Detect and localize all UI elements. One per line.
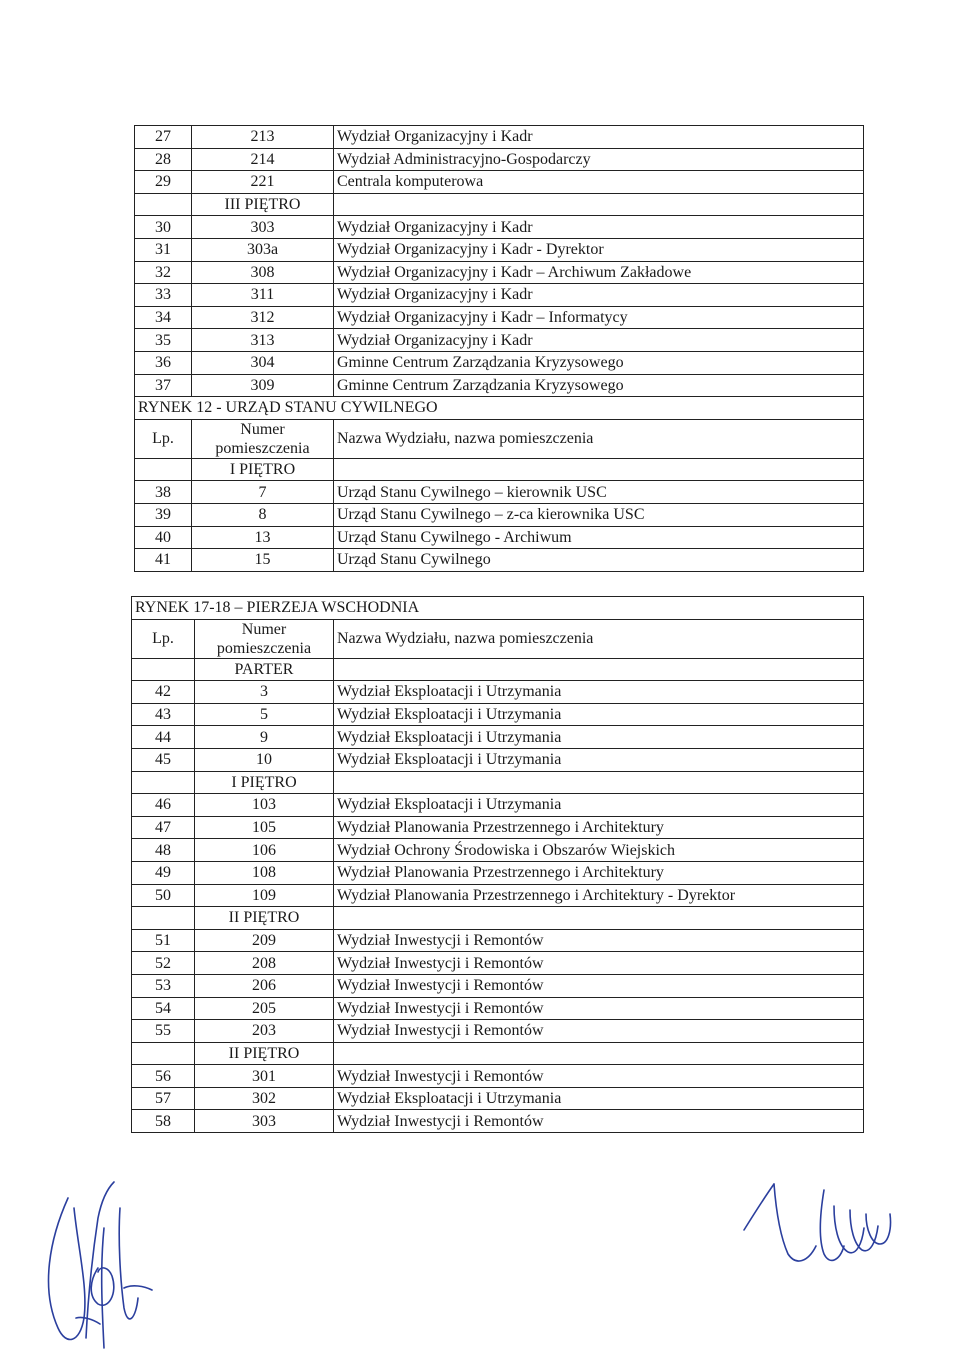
table-row (132, 816, 864, 839)
lp-cell: 40 (135, 526, 192, 549)
lp-cell: 28 (135, 148, 192, 171)
room-number-cell: 8 (192, 503, 334, 526)
room-number-cell: 106 (195, 839, 334, 862)
room-number-cell: 221 (192, 171, 334, 194)
department-cell: Wydział Organizacyjny i Kadr (334, 329, 864, 352)
lp-cell: 51 (132, 929, 195, 952)
table-row (132, 839, 864, 862)
room-number-cell: 206 (195, 974, 334, 997)
room-number-cell: 205 (195, 997, 334, 1020)
table-row (135, 503, 864, 526)
department-cell: Gminne Centrum Zarządzania Kryzysowego (334, 351, 864, 374)
lp-cell: 36 (135, 351, 192, 374)
table-row (132, 748, 864, 771)
department-cell: Wydział Organizacyjny i Kadr – Informatycy (334, 306, 864, 329)
department-cell: Wydział Eksploatacji i Utrzymania (334, 726, 864, 749)
header-department-name: Nazwa Wydziału, nazwa pomieszczenia (334, 619, 864, 658)
signature-right-icon (738, 1170, 898, 1280)
lp-cell: 47 (132, 816, 195, 839)
header-lp: Lp. (135, 419, 192, 458)
table-row (135, 526, 864, 549)
department-cell: Wydział Ochrony Środowiska i Obszarów Wiejskich (334, 839, 864, 862)
lp-cell: 38 (135, 481, 192, 504)
lp-cell: 39 (135, 503, 192, 526)
department-cell: Wydział Organizacyjny i Kadr - Dyrektor (334, 238, 864, 261)
department-cell: Wydział Inwestycji i Remontów (334, 929, 864, 952)
table-row (132, 1020, 864, 1043)
lp-cell: 42 (132, 681, 195, 704)
lp-cell: 48 (132, 839, 195, 862)
lp-cell: 52 (132, 952, 195, 975)
table-row (135, 549, 864, 572)
floor-label: I PIĘTRO (192, 458, 334, 481)
table-row (132, 703, 864, 726)
table-row (135, 329, 864, 352)
lp-cell: 44 (132, 726, 195, 749)
lp-cell: 55 (132, 1020, 195, 1043)
room-number-cell: 303 (195, 1110, 334, 1133)
department-cell: Urząd Stanu Cywilnego – z-ca kierownika USC (334, 503, 864, 526)
lp-cell: 30 (135, 216, 192, 239)
department-cell: Wydział Eksploatacji i Utrzymania (334, 1087, 864, 1110)
table-row (132, 929, 864, 952)
room-number-cell: 301 (195, 1065, 334, 1088)
floor-row (132, 1042, 864, 1065)
header-row (132, 619, 864, 658)
room-number-cell: 303a (192, 238, 334, 261)
table-row (135, 126, 864, 149)
lp-cell: 37 (135, 374, 192, 397)
room-number-cell: 13 (192, 526, 334, 549)
lp-cell: 57 (132, 1087, 195, 1110)
room-number-cell: 9 (195, 726, 334, 749)
table-row (132, 974, 864, 997)
table-row (135, 238, 864, 261)
room-number-cell: 105 (195, 816, 334, 839)
table-row (132, 952, 864, 975)
table-row (132, 861, 864, 884)
department-cell: Wydział Inwestycji i Remontów (334, 974, 864, 997)
department-cell: Urząd Stanu Cywilnego – kierownik USC (334, 481, 864, 504)
floor-label: II PIĘTRO (195, 1042, 334, 1065)
table-row (132, 681, 864, 704)
room-number-cell: 312 (192, 306, 334, 329)
header-room-number: Numer pomieszczenia (195, 619, 334, 658)
department-cell: Wydział Eksploatacji i Utrzymania (334, 681, 864, 704)
lp-cell: 29 (135, 171, 192, 194)
table-row (135, 374, 864, 397)
table-row (132, 1087, 864, 1110)
header-row (135, 419, 864, 458)
department-cell: Wydział Organizacyjny i Kadr (334, 284, 864, 307)
table-row (132, 1065, 864, 1088)
department-cell: Wydział Eksploatacji i Utrzymania (334, 794, 864, 817)
table-row (135, 306, 864, 329)
room-number-cell: 203 (195, 1020, 334, 1043)
room-number-cell: 5 (195, 703, 334, 726)
section-row (135, 397, 864, 420)
table-row (132, 726, 864, 749)
room-number-cell: 10 (195, 748, 334, 771)
room-number-cell: 7 (192, 481, 334, 504)
department-cell: Wydział Inwestycji i Remontów (334, 997, 864, 1020)
lp-cell: 34 (135, 306, 192, 329)
table-row (132, 794, 864, 817)
floor-row (132, 658, 864, 681)
room-number-cell: 304 (192, 351, 334, 374)
department-cell: Urząd Stanu Cywilnego (334, 549, 864, 572)
table-row (132, 1110, 864, 1133)
room-number-cell: 209 (195, 929, 334, 952)
table-row (135, 171, 864, 194)
room-number-cell: 109 (195, 884, 334, 907)
lp-cell: 35 (135, 329, 192, 352)
table-row (135, 284, 864, 307)
floor-row (135, 458, 864, 481)
department-cell: Wydział Organizacyjny i Kadr (334, 216, 864, 239)
department-cell: Wydział Administracyjno-Gospodarczy (334, 148, 864, 171)
department-cell: Wydział Organizacyjny i Kadr – Archiwum Zakładowe (334, 261, 864, 284)
lp-cell: 43 (132, 703, 195, 726)
floor-row (135, 193, 864, 216)
department-cell: Wydział Eksploatacji i Utrzymania (334, 703, 864, 726)
department-cell: Wydział Inwestycji i Remontów (334, 1110, 864, 1133)
lp-cell: 46 (132, 794, 195, 817)
lp-cell: 27 (135, 126, 192, 149)
department-cell: Wydział Organizacyjny i Kadr (334, 126, 864, 149)
department-cell: Urząd Stanu Cywilnego - Archiwum (334, 526, 864, 549)
lp-cell: 53 (132, 974, 195, 997)
room-number-cell: 208 (195, 952, 334, 975)
floor-row (132, 907, 864, 930)
section-title: RYNEK 17-18 – PIERZEJA WSCHODNIA (132, 597, 864, 620)
department-cell: Wydział Planowania Przestrzennego i Architektury (334, 816, 864, 839)
lp-cell: 50 (132, 884, 195, 907)
room-number-cell: 309 (192, 374, 334, 397)
section-title: RYNEK 12 - URZĄD STANU CYWILNEGO (135, 397, 864, 420)
floor-label: PARTER (195, 658, 334, 681)
room-number-cell: 108 (195, 861, 334, 884)
department-cell: Gminne Centrum Zarządzania Kryzysowego (334, 374, 864, 397)
floor-row (132, 771, 864, 794)
table-row (135, 261, 864, 284)
room-number-cell: 213 (192, 126, 334, 149)
lp-cell: 56 (132, 1065, 195, 1088)
table-row (135, 351, 864, 374)
section-row (132, 597, 864, 620)
signature-left-icon (28, 1168, 168, 1358)
lp-cell: 33 (135, 284, 192, 307)
lp-cell: 41 (135, 549, 192, 572)
rooms-table-2 (131, 596, 864, 1133)
table-row (135, 216, 864, 239)
department-cell: Wydział Inwestycji i Remontów (334, 952, 864, 975)
lp-cell: 49 (132, 861, 195, 884)
lp-cell: 31 (135, 238, 192, 261)
lp-cell: 58 (132, 1110, 195, 1133)
room-number-cell: 103 (195, 794, 334, 817)
header-room-number: Numer pomieszczenia (192, 419, 334, 458)
room-number-cell: 311 (192, 284, 334, 307)
room-number-cell: 214 (192, 148, 334, 171)
department-cell: Centrala komputerowa (334, 171, 864, 194)
lp-cell: 45 (132, 748, 195, 771)
lp-cell: 54 (132, 997, 195, 1020)
room-number-cell: 313 (192, 329, 334, 352)
department-cell: Wydział Inwestycji i Remontów (334, 1020, 864, 1043)
header-department-name: Nazwa Wydziału, nazwa pomieszczenia (334, 419, 864, 458)
table-row (135, 481, 864, 504)
floor-label: I PIĘTRO (195, 771, 334, 794)
department-cell: Wydział Planowania Przestrzennego i Architektury - Dyrektor (334, 884, 864, 907)
room-number-cell: 303 (192, 216, 334, 239)
room-number-cell: 302 (195, 1087, 334, 1110)
floor-label: II PIĘTRO (195, 907, 334, 930)
table-row (135, 148, 864, 171)
room-number-cell: 308 (192, 261, 334, 284)
table-row (132, 884, 864, 907)
header-lp: Lp. (132, 619, 195, 658)
table-row (132, 997, 864, 1020)
room-number-cell: 15 (192, 549, 334, 572)
department-cell: Wydział Inwestycji i Remontów (334, 1065, 864, 1088)
room-number-cell: 3 (195, 681, 334, 704)
floor-label: III PIĘTRO (192, 193, 334, 216)
rooms-table-1 (134, 125, 864, 572)
department-cell: Wydział Eksploatacji i Utrzymania (334, 748, 864, 771)
lp-cell: 32 (135, 261, 192, 284)
department-cell: Wydział Planowania Przestrzennego i Architektury (334, 861, 864, 884)
